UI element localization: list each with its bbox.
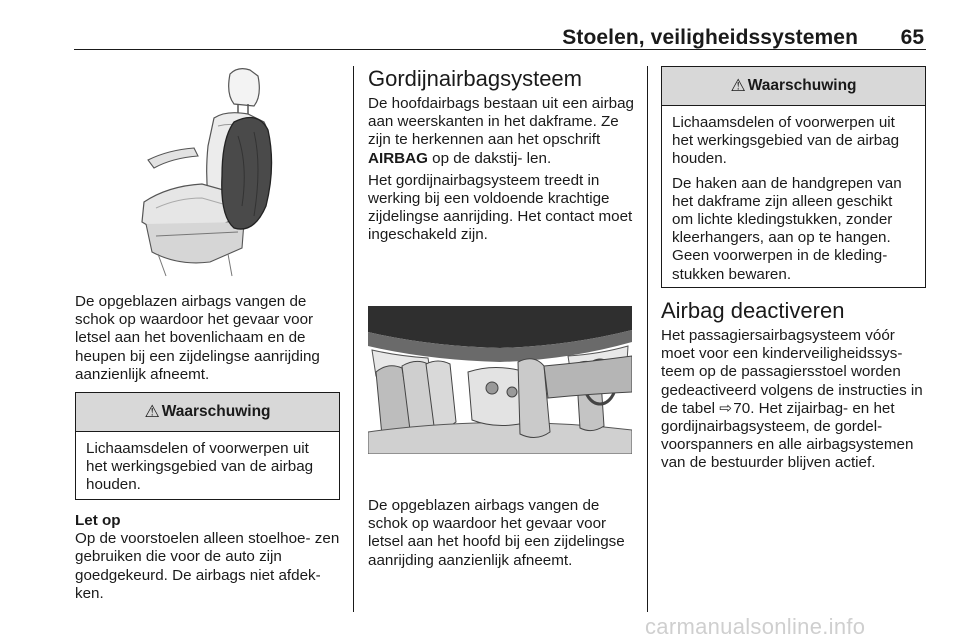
warning-header	[662, 67, 925, 106]
note-text: Op de voorstoelen alleen stoelhoe- zen gebruiken die voor de auto zijn goedgekeurd. De airbags niet afdek- ken.	[75, 530, 340, 602]
column-divider-left	[353, 66, 354, 612]
section-heading-airbag-deactivation: Airbag deactiveren	[661, 298, 845, 323]
curtain-airbag-paragraph-2: Het gordijnairbagsysteem treedt in werking bij een voldoende krachtige zijdelingse aanrijding. Het contact moet ingeschakeld zijn.	[368, 171, 633, 244]
warning-triangle-icon: ⚠	[730, 76, 746, 95]
section-heading-curtain-airbag: Gordijnairbagsysteem	[368, 66, 582, 91]
deactivation-text-end: . Het zijairbag- en het gordijnairbagsysteem, de gordel- voorspanners en alle airbagsystemen van de bestuurder blijven actief.	[661, 399, 914, 472]
header-divider	[74, 49, 926, 50]
page-reference-arrow-icon: ⇨	[719, 399, 733, 417]
note-heading: Let op	[75, 512, 121, 529]
seat-airbag-caption: De opgeblazen airbags vangen de schok op waardoor het gevaar voor letsel aan het bovenlichaam en de heupen bij een zijdelingse aanrijding aanzienlijk afneemt.	[75, 293, 320, 383]
site-watermark: carmanualsonline.info	[645, 614, 866, 639]
middle-caption-block	[368, 497, 636, 570]
warning-body	[76, 432, 339, 507]
warning-box-left	[75, 392, 340, 500]
warning-text-1: Lichaamsdelen of voorwerpen uit het werkingsgebied van de airbag houden.	[672, 114, 900, 168]
seat-side-airbag-illustration	[138, 66, 278, 284]
curtain-airbag-interior-illustration	[368, 302, 632, 454]
warning-header	[76, 393, 339, 432]
right-column	[661, 298, 927, 473]
warning-text-2: De haken aan de handgrepen van het dakframe zijn alleen geschikt om lichte kledingstukken, zonder kleerhangers, aan op te hangen. Geen voorwerpen in de kleding- stukken bewaren.	[672, 174, 902, 283]
warning-text: Lichaamsdelen of voorwerpen uit het werkingsgebied van de airbag houden.	[86, 440, 314, 494]
curtain-airbag-paragraph-1	[368, 95, 634, 168]
airbag-label-term: AIRBAG	[368, 149, 428, 167]
page-reference-link[interactable]: 70	[733, 399, 751, 417]
deactivation-text-start: Het passagiersairbagsysteem vóór moet voor een kinderveiligheidssys- teem op de passagiersstoel worden gedeactiveerd volgens de instructies in de tabel	[661, 327, 923, 417]
warning-triangle-icon: ⚠	[144, 402, 160, 421]
page-header-title: Stoelen, veiligheidssystemen	[562, 26, 858, 49]
warning-title: Waarschuwing	[161, 403, 271, 420]
warning-title: Waarschuwing	[747, 77, 857, 94]
airbag-deactivation-paragraph	[661, 327, 927, 473]
column-divider-right	[647, 66, 648, 612]
middle-column	[368, 66, 634, 245]
warning-body	[662, 106, 925, 296]
note-block	[75, 512, 343, 603]
warning-box-right	[661, 66, 926, 288]
para1-text-start: De hoofdairbags bestaan uit een airbag aan weerskanten in het dakframe. Ze zijn te herkennen aan het opschrift	[368, 95, 634, 149]
curtain-airbag-caption: De opgeblazen airbags vangen de schok op waardoor het gevaar voor letsel aan het hoofd bij een zijdelingse aanrijding aanzienlijk afneemt.	[368, 497, 625, 569]
page-number: 65	[900, 26, 924, 49]
left-column	[75, 293, 340, 384]
para1-text-end: op de dakstij- len.	[427, 149, 552, 167]
